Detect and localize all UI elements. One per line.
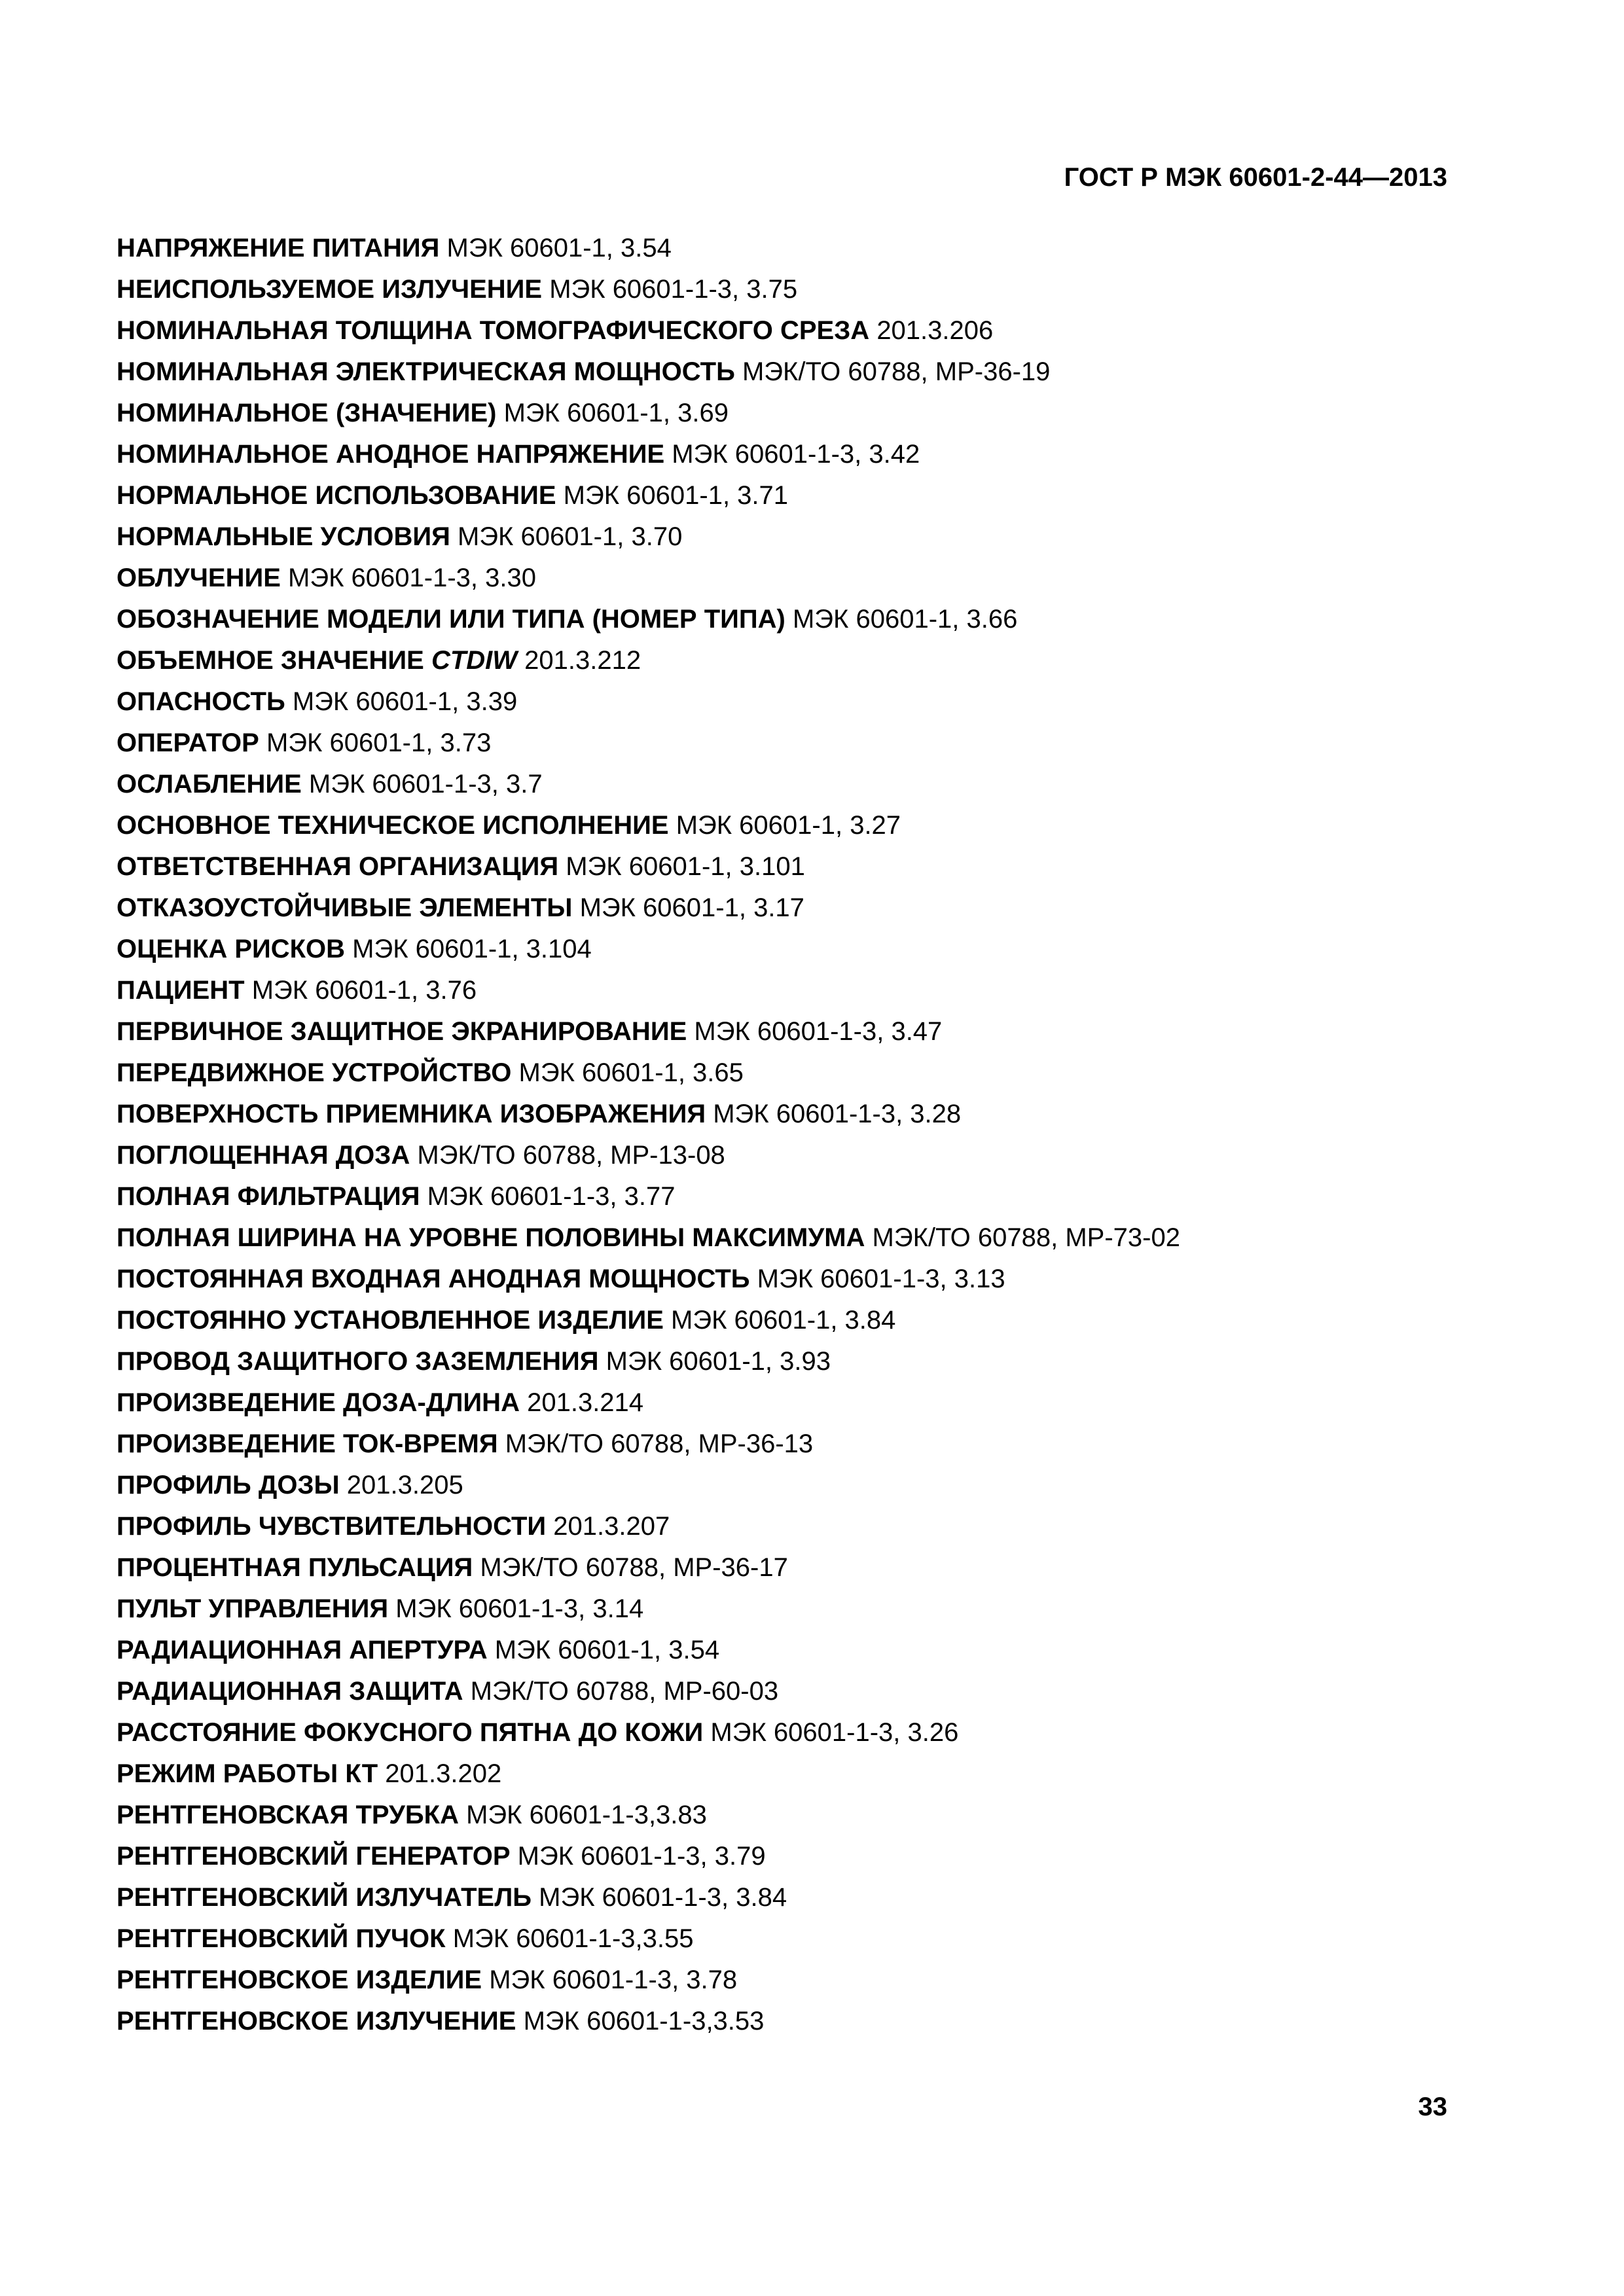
term-reference-text: МЭК 60601-1-3, 3.14 <box>395 1594 644 1623</box>
term-reference <box>539 1883 787 1912</box>
term-reference-text: МЭК 60601-1-3,3.55 <box>452 1924 694 1953</box>
term-name: НОМИНАЛЬНАЯ ЭЛЕКТРИЧЕСКАЯ МОЩНОСТЬ <box>117 357 735 386</box>
term-reference-text: 201.3.214 <box>527 1388 644 1417</box>
term-entry <box>117 1630 1447 1671</box>
term-reference-italic: CTDIW <box>431 646 518 675</box>
term-reference <box>710 1718 958 1747</box>
term-reference <box>458 522 682 551</box>
term-reference <box>309 770 543 798</box>
term-reference-text: 201.3.212 <box>524 646 641 675</box>
term-reference-text: МЭК/ТО 60788, МР-36-13 <box>505 1429 814 1458</box>
term-entry <box>117 805 1447 846</box>
term-reference <box>553 1512 670 1541</box>
term-name: ОСЛАБЛЕНИЕ <box>117 770 302 798</box>
term-reference <box>505 1429 813 1458</box>
term-reference <box>471 1677 778 1706</box>
term-name: ОПЕРАТОР <box>117 728 259 757</box>
term-reference-text: МЭК 60601-1-3, 3.47 <box>694 1017 943 1046</box>
term-reference <box>519 1058 744 1087</box>
term-reference-text: МЭК 60601-1, 3.54 <box>446 234 672 262</box>
term-entry <box>117 1176 1447 1217</box>
term-reference <box>524 2007 765 2036</box>
term-reference-text: МЭК/ТО 60788, МР-60-03 <box>470 1677 779 1706</box>
term-name: ПУЛЬТ УПРАВЛЕНИЯ <box>117 1594 389 1623</box>
term-entry <box>117 1011 1447 1052</box>
term-entry <box>117 393 1447 434</box>
term-reference <box>385 1759 501 1788</box>
term-reference <box>266 728 491 757</box>
term-name: РЕНТГЕНОВСКАЯ ТРУБКА <box>117 1801 459 1829</box>
term-entry <box>117 929 1447 970</box>
term-entry <box>117 1877 1447 1918</box>
term-entry <box>117 1341 1447 1382</box>
term-entry <box>117 2001 1447 2042</box>
term-reference-text: МЭК 60601-1, 3.101 <box>566 852 805 881</box>
term-reference <box>527 1388 643 1417</box>
term-reference <box>694 1017 942 1046</box>
term-reference-text: МЭК/ТО 60788, МР-36-17 <box>480 1553 788 1582</box>
term-name: ПАЦИЕНТ <box>117 976 245 1005</box>
term-entry <box>117 1300 1447 1341</box>
term-entry <box>117 846 1447 888</box>
term-name: ОЦЕНКА РИСКОВ <box>117 935 346 963</box>
term-name: НОМИНАЛЬНАЯ ТОЛЩИНА ТОМОГРАФИЧЕСКОГО СРЕЗА <box>117 316 870 345</box>
term-name: ПРОФИЛЬ ЧУВСТВИТЕЛЬНОСТИ <box>117 1512 547 1541</box>
term-entry <box>117 1424 1447 1465</box>
term-name: ОБЪЕМНОЕ ЗНАЧЕНИЕ <box>117 646 424 675</box>
term-entry <box>117 723 1447 764</box>
term-reference <box>288 564 536 592</box>
term-reference-text: 201.3.206 <box>876 316 994 345</box>
term-reference <box>347 1471 463 1499</box>
term-entry <box>117 1671 1447 1712</box>
term-entry <box>117 1588 1447 1630</box>
term-reference-text: МЭК 60601-1-3, 3.78 <box>489 1965 738 1994</box>
term-reference <box>447 234 672 262</box>
term-entry <box>117 516 1447 558</box>
term-entry <box>117 1712 1447 1753</box>
term-reference-text: МЭК 60601-1-3, 3.30 <box>288 564 536 592</box>
term-reference <box>417 1141 725 1170</box>
term-name: ОТВЕТСТВЕННАЯ ОРГАНИЗАЦИЯ <box>117 852 559 881</box>
term-reference <box>564 481 788 510</box>
term-name: ПРОФИЛЬ ДОЗЫ <box>117 1471 340 1499</box>
term-entry <box>117 1506 1447 1547</box>
term-reference-text: МЭК 60601-1-3, 3.42 <box>672 440 920 469</box>
term-entry <box>117 1836 1447 1877</box>
term-reference <box>489 1965 737 1994</box>
term-reference-text: МЭК 60601-1, 3.66 <box>792 605 1018 634</box>
term-reference <box>352 935 592 963</box>
term-reference-text: МЭК 60601-1-3, 3.77 <box>427 1182 676 1211</box>
term-name: ПОЛНАЯ ШИРИНА НА УРОВНЕ ПОЛОВИНЫ МАКСИМУМА <box>117 1223 865 1252</box>
term-reference-text: МЭК 60601-1, 3.39 <box>292 687 518 716</box>
term-name: ПЕРВИЧНОЕ ЗАЩИТНОЕ ЭКРАНИРОВАНИЕ <box>117 1017 687 1046</box>
term-entry <box>117 970 1447 1011</box>
term-entry <box>117 1217 1447 1259</box>
term-reference <box>518 1842 766 1871</box>
term-name: РЕНТГЕНОВСКИЙ ПУЧОК <box>117 1924 446 1953</box>
term-entry <box>117 1465 1447 1506</box>
term-reference <box>395 1594 643 1623</box>
term-entry <box>117 1918 1447 1960</box>
page-number: 33 <box>1418 2092 1447 2121</box>
term-reference <box>480 1553 787 1582</box>
term-entry <box>117 269 1447 310</box>
term-reference-text: МЭК 60601-1-3, 3.79 <box>517 1842 766 1871</box>
term-entry <box>117 228 1447 269</box>
term-entry <box>117 1382 1447 1424</box>
term-reference-text: МЭК 60601-1, 3.71 <box>563 481 789 510</box>
term-entry <box>117 1547 1447 1588</box>
term-reference-text: МЭК/ТО 60788, МР-13-08 <box>417 1141 725 1170</box>
term-reference-text: МЭК 60601-1-3,3.83 <box>466 1801 707 1829</box>
term-reference <box>453 1924 694 1953</box>
term-entry <box>117 310 1447 351</box>
term-reference-text: МЭК 60601-1-3, 3.75 <box>549 275 798 304</box>
term-entry <box>117 1094 1447 1135</box>
term-reference <box>427 1182 676 1211</box>
term-name: ПРОИЗВЕДЕНИЕ ТОК-ВРЕМЯ <box>117 1429 498 1458</box>
term-entry <box>117 1135 1447 1176</box>
term-entry <box>117 1753 1447 1795</box>
term-entry <box>117 1960 1447 2001</box>
term-reference-text: МЭК/ТО 60788, МР-73-02 <box>872 1223 1180 1252</box>
term-reference-text: МЭК 60601-1, 3.104 <box>352 935 592 963</box>
term-name: ПОГЛОЩЕННАЯ ДОЗА <box>117 1141 410 1170</box>
term-reference <box>566 852 805 881</box>
term-reference-text: МЭК 60601-1, 3.76 <box>251 976 477 1005</box>
term-reference-text: МЭК 60601-1-3, 3.28 <box>713 1100 962 1128</box>
term-entry <box>117 640 1447 681</box>
term-entry <box>117 558 1447 599</box>
term-entry <box>117 1259 1447 1300</box>
term-reference <box>676 811 901 840</box>
term-reference <box>671 1306 895 1335</box>
term-reference <box>713 1100 961 1128</box>
term-name: РЕНТГЕНОВСКИЙ ГЕНЕРАТОР <box>117 1842 511 1871</box>
term-reference <box>495 1636 719 1664</box>
term-reference-text: МЭК 60601-1-3, 3.7 <box>308 770 543 798</box>
term-reference-text: МЭК 60601-1, 3.27 <box>676 811 901 840</box>
term-name: ПОСТОЯННАЯ ВХОДНАЯ АНОДНАЯ МОЩНОСТЬ <box>117 1265 750 1293</box>
term-name: ОПАСНОСТЬ <box>117 687 285 716</box>
term-reference-text: МЭК 60601-1, 3.70 <box>457 522 683 551</box>
term-entry <box>117 599 1447 640</box>
term-name: ПРОВОД ЗАЩИТНОГО ЗАЗЕМЛЕНИЯ <box>117 1347 599 1376</box>
term-reference <box>742 357 1050 386</box>
term-reference-text: МЭК 60601-1, 3.54 <box>494 1636 720 1664</box>
term-entry <box>117 681 1447 723</box>
term-name: ОСНОВНОЕ ТЕХНИЧЕСКОЕ ИСПОЛНЕНИЕ <box>117 811 669 840</box>
term-entry <box>117 764 1447 805</box>
term-reference <box>757 1265 1005 1293</box>
term-name: НОРМАЛЬНЫЕ УСЛОВИЯ <box>117 522 450 551</box>
term-reference-text: МЭК 60601-1, 3.84 <box>671 1306 896 1335</box>
term-reference <box>504 399 729 427</box>
term-name: НАПРЯЖЕНИЕ ПИТАНИЯ <box>117 234 440 262</box>
term-reference-text: МЭК 60601-1-3,3.53 <box>523 2007 765 2036</box>
term-reference <box>549 275 797 304</box>
term-reference-text: МЭК 60601-1, 3.65 <box>518 1058 744 1087</box>
term-name: ПОВЕРХНОСТЬ ПРИЕМНИКА ИЗОБРАЖЕНИЯ <box>117 1100 706 1128</box>
term-reference <box>873 1223 1180 1252</box>
term-name: НЕИСПОЛЬЗУЕМОЕ ИЗЛУЧЕНИЕ <box>117 275 543 304</box>
term-reference <box>466 1801 707 1829</box>
term-reference-text: МЭК/ТО 60788, МР-36-19 <box>742 357 1051 386</box>
term-entry <box>117 434 1447 475</box>
term-index-list <box>117 228 1447 2042</box>
term-reference <box>793 605 1017 634</box>
term-reference-text: МЭК 60601-1, 3.69 <box>503 399 729 427</box>
term-name: ОБОЗНАЧЕНИЕ МОДЕЛИ ИЛИ ТИПА (НОМЕР ТИПА) <box>117 605 785 634</box>
term-name: РЕНТГЕНОВСКОЕ ИЗЛУЧЕНИЕ <box>117 2007 516 2036</box>
term-name: НОМИНАЛЬНОЕ АНОДНОЕ НАПРЯЖЕНИЕ <box>117 440 665 469</box>
term-reference <box>431 646 641 675</box>
term-reference <box>876 316 993 345</box>
document-code: ГОСТ Р МЭК 60601-2-44—2013 <box>1064 163 1447 192</box>
term-name: РЕНТГЕНОВСКИЙ ИЗЛУЧАТЕЛЬ <box>117 1883 532 1912</box>
term-entry <box>117 475 1447 516</box>
term-name: ПЕРЕДВИЖНОЕ УСТРОЙСТВО <box>117 1058 512 1087</box>
term-entry <box>117 1795 1447 1836</box>
term-reference-text: 201.3.202 <box>385 1759 502 1788</box>
term-name: РАДИАЦИОННАЯ ЗАЩИТА <box>117 1677 463 1706</box>
term-entry <box>117 351 1447 393</box>
term-reference <box>293 687 517 716</box>
term-name: РЕЖИМ РАБОТЫ КТ <box>117 1759 378 1788</box>
term-entry <box>117 1052 1447 1094</box>
term-name: РАДИАЦИОННАЯ АПЕРТУРА <box>117 1636 488 1664</box>
term-name: ОТКАЗОУСТОЙЧИВЫЕ ЭЛЕМЕНТЫ <box>117 893 573 922</box>
term-name: РАССТОЯНИЕ ФОКУСНОГО ПЯТНА ДО КОЖИ <box>117 1718 704 1747</box>
term-reference-text: МЭК 60601-1-3, 3.26 <box>710 1718 959 1747</box>
term-reference-text: МЭК 60601-1, 3.73 <box>266 728 492 757</box>
term-name: ПРОЦЕНТНАЯ ПУЛЬСАЦИЯ <box>117 1553 473 1582</box>
term-name: ОБЛУЧЕНИЕ <box>117 564 281 592</box>
term-entry <box>117 888 1447 929</box>
term-reference <box>580 893 804 922</box>
term-name: РЕНТГЕНОВСКОЕ ИЗДЕЛИЕ <box>117 1965 482 1994</box>
term-reference-text: МЭК 60601-1-3, 3.84 <box>539 1883 787 1912</box>
term-name: НОМИНАЛЬНОЕ (ЗНАЧЕНИЕ) <box>117 399 497 427</box>
term-name: НОРМАЛЬНОЕ ИСПОЛЬЗОВАНИЕ <box>117 481 556 510</box>
term-reference-text: 201.3.207 <box>553 1512 670 1541</box>
term-name: ПРОИЗВЕДЕНИЕ ДОЗА-ДЛИНА <box>117 1388 520 1417</box>
term-reference <box>252 976 477 1005</box>
term-name: ПОСТОЯННО УСТАНОВЛЕННОЕ ИЗДЕЛИЕ <box>117 1306 664 1335</box>
term-reference-text: 201.3.205 <box>346 1471 463 1499</box>
term-reference-text: МЭК 60601-1-3, 3.13 <box>757 1265 1005 1293</box>
term-name: ПОЛНАЯ ФИЛЬТРАЦИЯ <box>117 1182 420 1211</box>
term-reference-text: МЭК 60601-1, 3.93 <box>605 1347 831 1376</box>
term-reference <box>606 1347 831 1376</box>
term-reference-text: МЭК 60601-1, 3.17 <box>579 893 804 922</box>
term-reference <box>672 440 920 469</box>
